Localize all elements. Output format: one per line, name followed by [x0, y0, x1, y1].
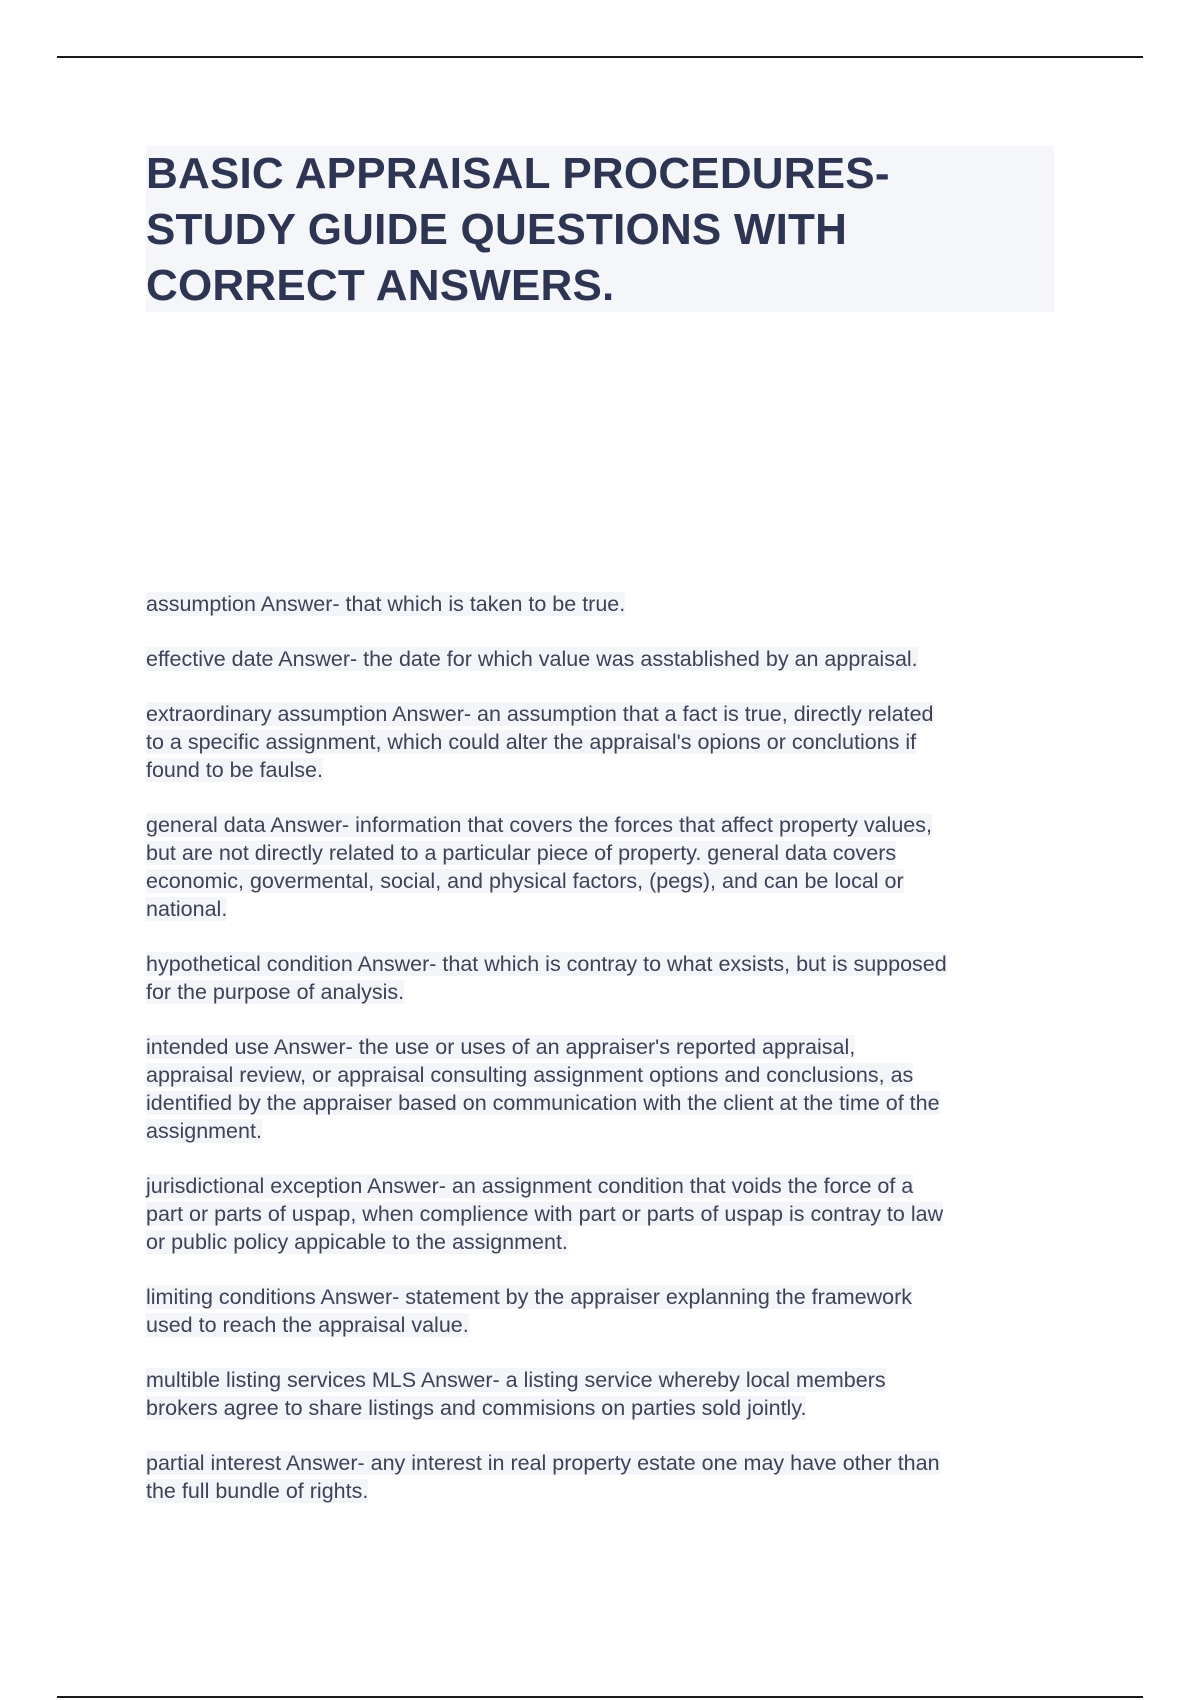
top-rule	[57, 56, 1143, 58]
title-line: BASIC APPRAISAL PROCEDURES-	[146, 149, 890, 198]
title-line: STUDY GUIDE QUESTIONS WITH	[146, 205, 848, 254]
entry-line-text: appraisal review, or appraisal consulting assignment options and conclusions, as	[146, 1063, 914, 1087]
entry-line-text: effective date Answer- the date for which value was asstablished by an appraisal.	[146, 647, 918, 671]
entry-line-text: to a specific assignment, which could alter the appraisal's opions or conclutions if	[146, 730, 917, 754]
entry-line	[146, 1061, 1066, 1089]
entry-line-text: part or parts of uspap, when complience with part or parts of uspap is contray to law	[146, 1202, 944, 1226]
entry-line-text: or public policy appicable to the assignment.	[146, 1230, 568, 1254]
bottom-rule	[57, 1696, 1143, 1698]
title-block	[146, 146, 1054, 312]
entry-line-text: used to reach the appraisal value.	[146, 1313, 469, 1337]
glossary-entry	[146, 1366, 1066, 1422]
glossary-entry	[146, 950, 1066, 1006]
entry-line	[146, 1228, 1066, 1256]
entry-line	[146, 1117, 1066, 1145]
entry-line-text: assumption Answer- that which is taken to be true.	[146, 592, 626, 616]
glossary-entry	[146, 1172, 1066, 1256]
glossary-entry	[146, 1033, 1066, 1145]
entry-line-text: identified by the appraiser based on communication with the client at the time of the	[146, 1091, 940, 1115]
entry-line	[146, 756, 1066, 784]
entry-line	[146, 1366, 1066, 1394]
entry-line	[146, 1283, 1066, 1311]
entry-line	[146, 1200, 1066, 1228]
glossary-entry	[146, 1449, 1066, 1505]
entry-line-text: the full bundle of rights.	[146, 1479, 369, 1503]
glossary-entry	[146, 811, 1066, 923]
entry-line	[146, 839, 1066, 867]
title-line: CORRECT ANSWERS.	[146, 261, 615, 310]
entry-line-text: limiting conditions Answer- statement by the appraiser explanning the framework	[146, 1285, 913, 1309]
entry-line-text: for the purpose of analysis.	[146, 980, 405, 1004]
glossary-entry	[146, 700, 1066, 784]
entry-line-text: found to be faulse.	[146, 758, 323, 782]
entry-line	[146, 1449, 1066, 1477]
entry-line-text: multible listing services MLS Answer- a listing service whereby local members	[146, 1368, 886, 1392]
entry-line-text: economic, govermental, social, and physical factors, (pegs), and can be local or	[146, 869, 904, 893]
glossary-entry	[146, 590, 1066, 618]
glossary-list	[146, 590, 1066, 1532]
entry-line-text: partial interest Answer- any interest in real property estate one may have other than	[146, 1451, 940, 1475]
entry-line-text: hypothetical condition Answer- that which is contray to what exsists, but is supposed	[146, 952, 947, 976]
entry-line-text: assignment.	[146, 1119, 262, 1143]
entry-line	[146, 867, 1066, 895]
entry-line	[146, 645, 1066, 673]
entry-line	[146, 1394, 1066, 1422]
glossary-entry	[146, 1283, 1066, 1339]
entry-line	[146, 728, 1066, 756]
entry-line	[146, 1311, 1066, 1339]
entry-line-text: but are not directly related to a particular piece of property. general data covers	[146, 841, 897, 865]
entry-line-text: extraordinary assumption Answer- an assumption that a fact is true, directly related	[146, 702, 934, 726]
entry-line-text: general data Answer- information that covers the forces that affect property values,	[146, 813, 932, 837]
entry-line	[146, 700, 1066, 728]
entry-line	[146, 1033, 1066, 1061]
entry-line	[146, 1172, 1066, 1200]
entry-line	[146, 978, 1066, 1006]
entry-line-text: jurisdictional exception Answer- an assignment condition that voids the force of a	[146, 1174, 914, 1198]
entry-line	[146, 1477, 1066, 1505]
glossary-entry	[146, 645, 1066, 673]
entry-line	[146, 590, 1066, 618]
entry-line	[146, 950, 1066, 978]
document-title	[146, 146, 1054, 314]
entry-line	[146, 895, 1066, 923]
entry-line	[146, 811, 1066, 839]
entry-line-text: national.	[146, 897, 228, 921]
entry-line-text: brokers agree to share listings and commisions on parties sold jointly.	[146, 1396, 807, 1420]
entry-line	[146, 1089, 1066, 1117]
entry-line-text: intended use Answer- the use or uses of an appraiser's reported appraisal,	[146, 1035, 856, 1059]
